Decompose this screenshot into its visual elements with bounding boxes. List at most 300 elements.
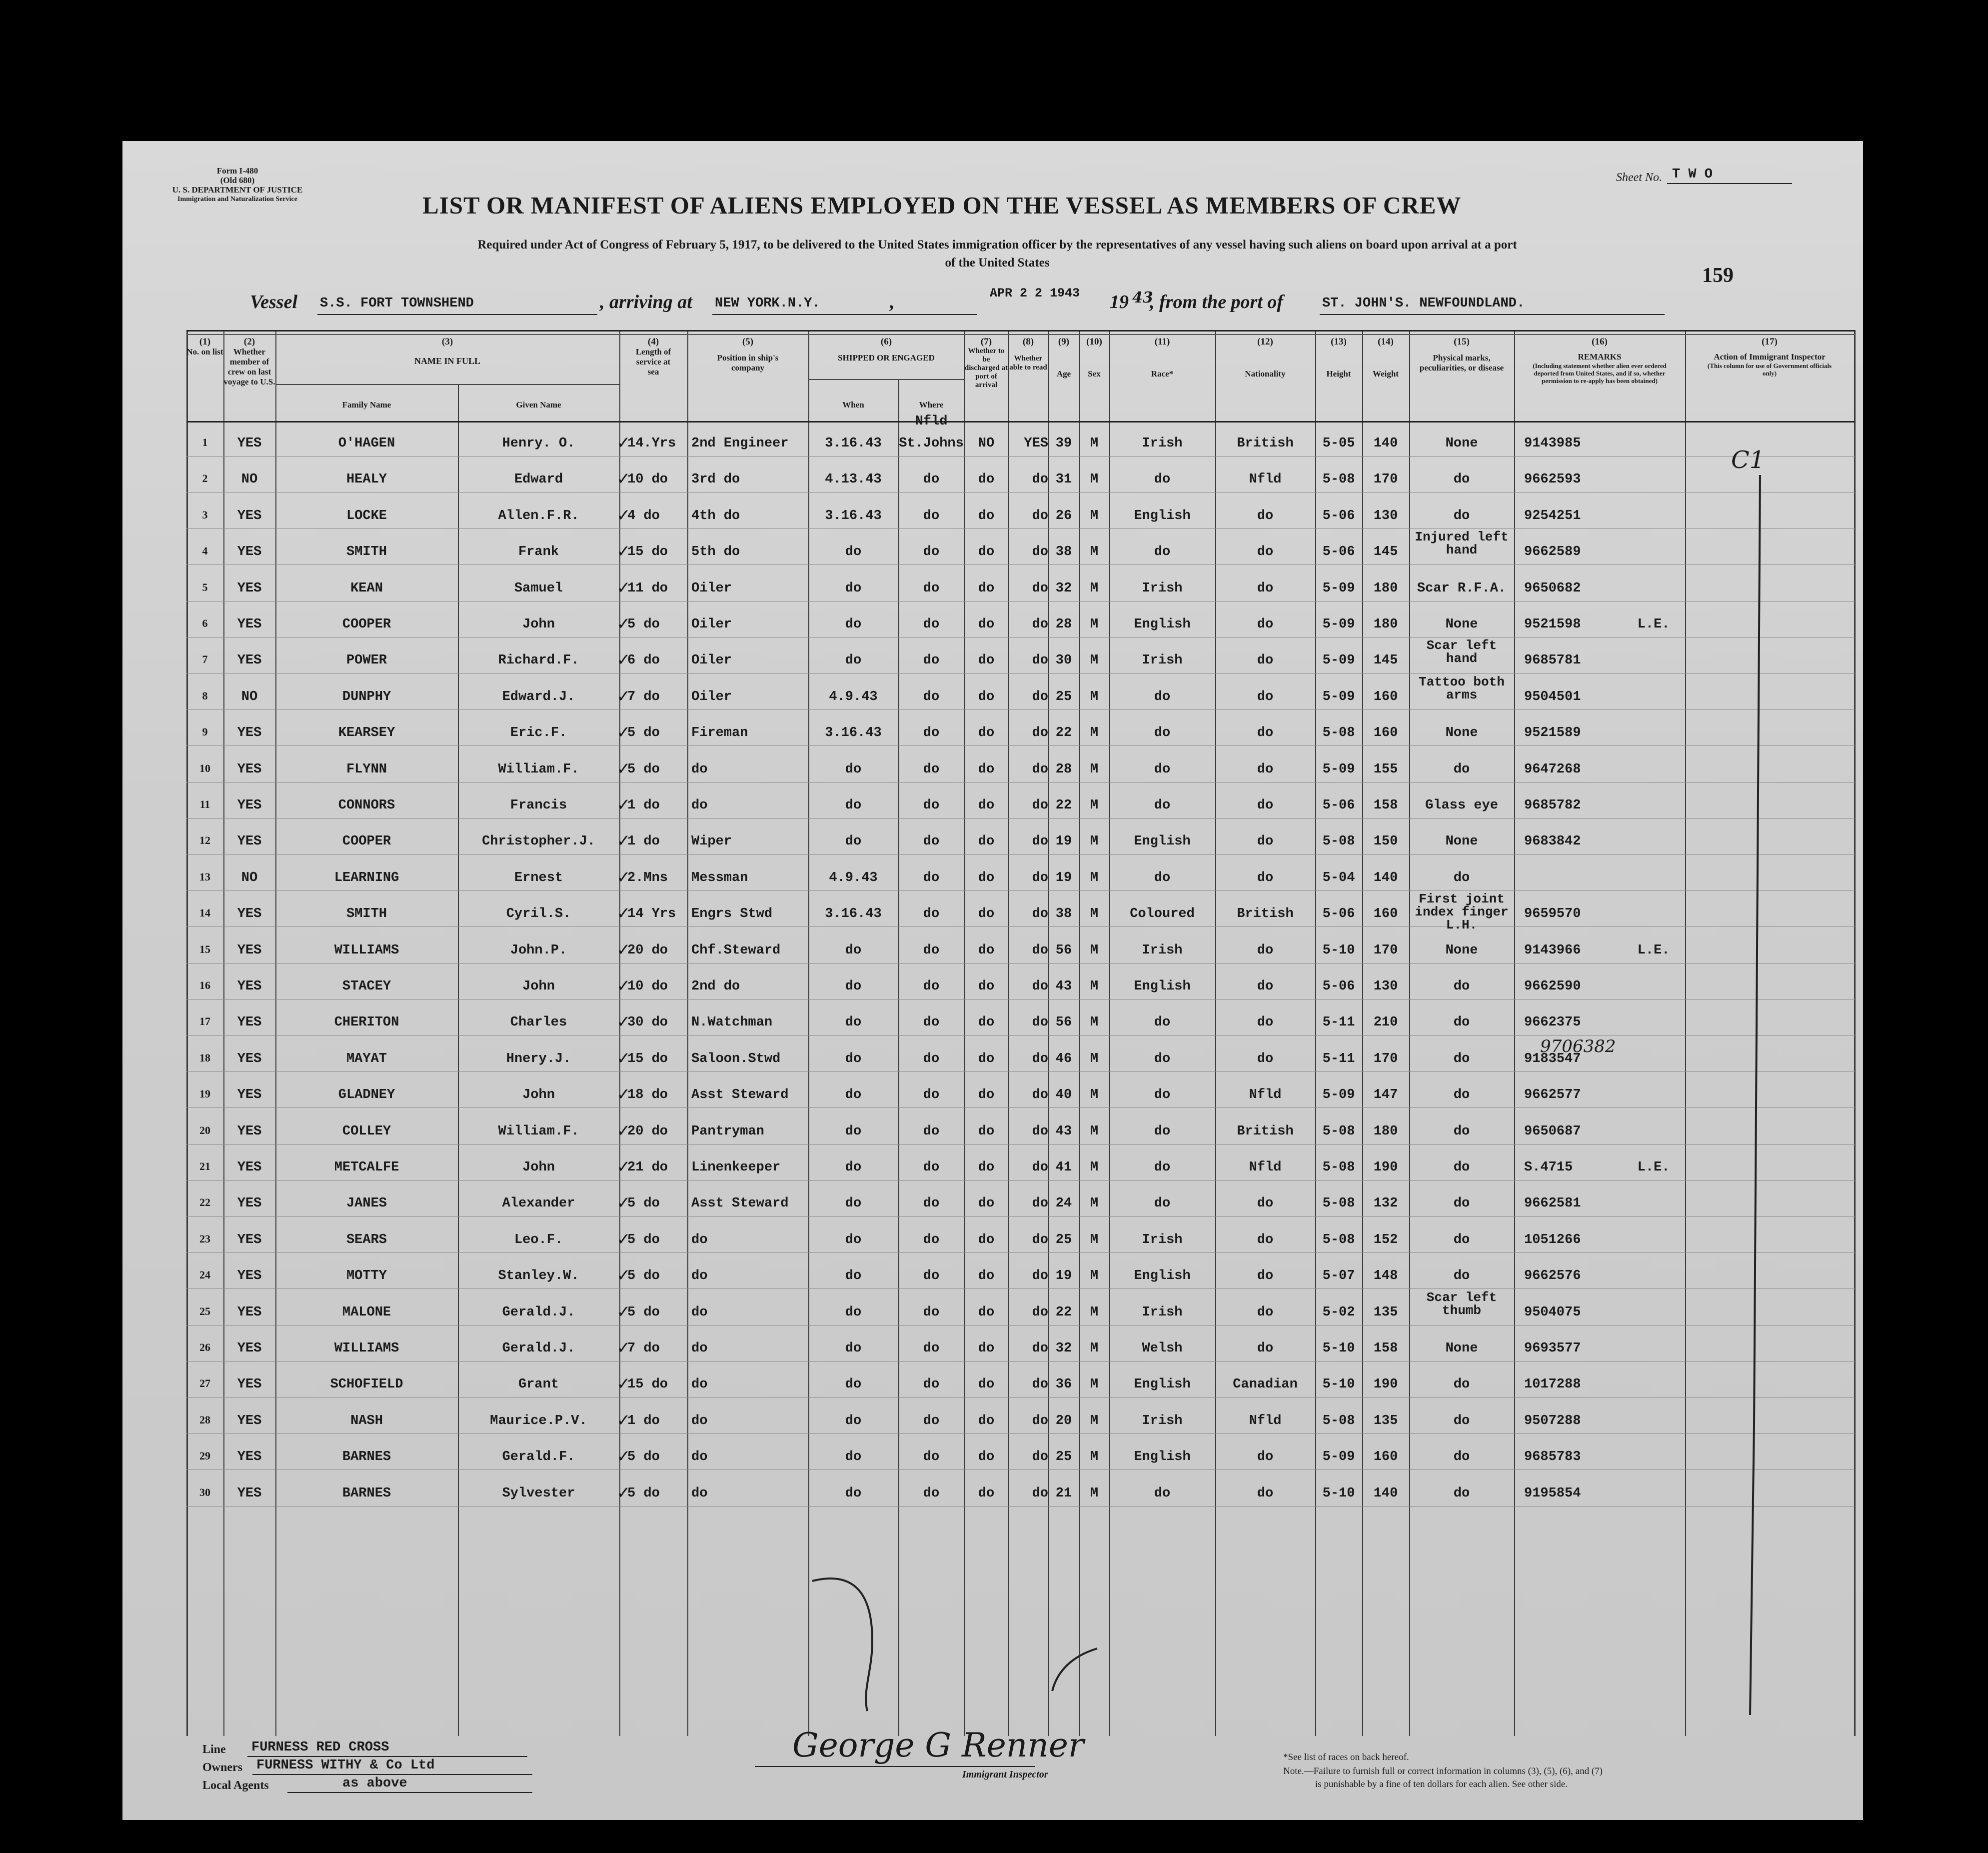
shipped-when: do [845, 653, 862, 668]
height: 5-09 [1322, 617, 1355, 632]
sheet-label: Sheet No. [1616, 171, 1662, 184]
age: 21 [1055, 1486, 1072, 1501]
row-number: 9 [202, 726, 208, 738]
discharged: do [978, 472, 995, 488]
last-voyage: YES [237, 1015, 262, 1030]
race: do [1154, 689, 1171, 704]
col-14-header: (14) Weight [1373, 336, 1399, 378]
height: 5-08 [1322, 1160, 1355, 1175]
age: 46 [1055, 1051, 1072, 1066]
able-to-read: do [1032, 1088, 1048, 1103]
length-of-service: 5 do [627, 1304, 660, 1320]
length-of-service: 14.Yrs [627, 436, 676, 451]
checkmark-icon: ✓ [616, 1012, 631, 1032]
signature-flourish [772, 1541, 1122, 1721]
row-rule [186, 637, 1855, 638]
age: 22 [1055, 798, 1072, 813]
action-pen-stroke [1736, 475, 1776, 1725]
col-15-header: (15) Physical marks, peculiarities, or disease [1419, 336, 1504, 372]
given-name: Ernest [514, 870, 563, 886]
given-name: John.P. [510, 942, 567, 958]
nationality: Nfld [1249, 1088, 1282, 1103]
nationality: do [1257, 544, 1274, 560]
discharged: do [978, 580, 995, 596]
family-name: METCALFE [334, 1160, 399, 1175]
checkmark-icon: ✓ [616, 1193, 631, 1214]
physical-marks: Scar left thumb [1426, 1290, 1497, 1318]
col-rule [687, 330, 688, 1736]
length-of-service: 6 do [627, 653, 660, 668]
given-name: Gerald.J. [502, 1341, 575, 1356]
position: Asst Steward [691, 1196, 789, 1212]
length-of-service: 5 do [627, 1450, 660, 1465]
shipped-where: do [923, 1124, 940, 1139]
sex: M [1090, 436, 1099, 451]
weight: 150 [1373, 834, 1398, 850]
length-of-service: 1 do [627, 1413, 660, 1428]
age: 32 [1055, 1341, 1072, 1356]
physical-marks: do [1453, 1088, 1470, 1103]
discharged: do [978, 544, 995, 560]
discharged: do [978, 1124, 995, 1139]
family-name: HEALY [346, 472, 387, 488]
given-name: Francis [510, 798, 567, 813]
remarks: 9650682 [1524, 580, 1581, 596]
position: do [691, 1232, 708, 1248]
nationality: do [1257, 1341, 1274, 1356]
discharged: do [978, 1160, 995, 1175]
shipped-when: 3.16.43 [825, 436, 882, 451]
race: English [1134, 834, 1191, 850]
height: 5-04 [1322, 870, 1355, 886]
physical-marks: Injured left hand [1415, 530, 1509, 558]
physical-marks: do [1453, 1196, 1470, 1212]
col-16-header: (16) REMARKS (Including statement whether alien ever ordered deported from United States, and if so, whether permission to re-apply has been obtained) [1533, 336, 1667, 384]
row-number: 27 [199, 1377, 210, 1390]
col-rule [964, 330, 965, 1736]
discharged: do [978, 1450, 995, 1465]
from-underline [1320, 314, 1665, 315]
length-of-service: 1 do [627, 834, 660, 850]
discharged: do [978, 1341, 995, 1356]
row-rule [186, 1361, 1855, 1362]
sex: M [1090, 1304, 1099, 1320]
height: 5-10 [1322, 1377, 1355, 1392]
sex: M [1090, 1341, 1099, 1356]
able-to-read: do [1032, 870, 1048, 886]
remarks: 1051266 [1524, 1232, 1581, 1248]
row-number: 7 [202, 653, 208, 666]
family-name: WILLIAMS [334, 1341, 399, 1356]
age: 19 [1055, 1268, 1072, 1284]
shipped-when: do [845, 979, 862, 994]
discharged: NO [978, 436, 995, 451]
shipped-split-rule [808, 379, 964, 380]
header-sub-rule [186, 334, 1855, 335]
able-to-read: do [1032, 726, 1048, 741]
able-to-read: do [1032, 1160, 1048, 1175]
nationality: do [1257, 726, 1274, 741]
nationality: do [1257, 834, 1274, 850]
age: 25 [1055, 689, 1072, 704]
note-line-2: is punishable by a fine of ten dollars for each alien. See other side. [1315, 1779, 1568, 1790]
family-name: SEARS [346, 1232, 387, 1248]
remarks: 9662375 [1524, 1015, 1581, 1030]
remarks: 9143966 [1524, 942, 1581, 958]
sheet-value: T W O [1672, 167, 1713, 182]
col-5-header: (5) Position in ship's company [717, 336, 779, 372]
shipped-where-country: Nfld [915, 414, 948, 429]
length-of-service: 11 do [627, 580, 668, 596]
checkmark-icon: ✓ [616, 1338, 631, 1358]
weight: 130 [1373, 508, 1398, 524]
age: 39 [1055, 436, 1072, 451]
nationality: do [1257, 798, 1274, 813]
remarks: 9650687 [1524, 1124, 1581, 1139]
row-number: 10 [199, 762, 210, 774]
remarks: 9662590 [1524, 979, 1581, 994]
able-to-read: do [1032, 472, 1048, 488]
signature-underline [755, 1766, 1035, 1767]
manifest-page [122, 141, 1863, 1820]
length-of-service: 5 do [627, 1232, 660, 1248]
weight: 140 [1373, 436, 1398, 451]
nationality: British [1237, 906, 1294, 922]
physical-marks: do [1453, 870, 1470, 886]
agents-label: Local Agents [202, 1779, 269, 1792]
age: 38 [1055, 544, 1072, 560]
physical-marks: Tattoo both arms [1419, 674, 1505, 702]
weight: 180 [1373, 580, 1398, 596]
col-rule [1514, 330, 1515, 1736]
nationality: do [1257, 1268, 1274, 1284]
sex: M [1090, 1124, 1099, 1139]
shipped-where: do [923, 508, 940, 524]
shipped-where: do [923, 689, 940, 704]
shipped-where: do [923, 906, 940, 922]
sex: M [1090, 617, 1099, 632]
position: 5th do [691, 544, 740, 560]
race: do [1154, 1015, 1171, 1030]
header-top-rule [186, 330, 1855, 332]
remarks: 1017288 [1524, 1377, 1581, 1392]
race: do [1154, 870, 1171, 886]
weight: 160 [1373, 689, 1398, 704]
subtitle-line-1: Required under Act of Congress of February 5, 1917, to be delivered to the United States immigration officer by the representatives of any vessel having such aliens on board upon arrival at a port [477, 238, 1517, 252]
nationality: do [1257, 508, 1274, 524]
family-name: DUNPHY [342, 689, 391, 704]
last-voyage: YES [237, 979, 262, 994]
length-of-service: 10 do [627, 979, 668, 994]
row-rule [186, 673, 1855, 674]
row-number: 14 [199, 906, 210, 920]
family-name: MOTTY [346, 1268, 387, 1284]
checkmark-icon: ✓ [616, 1084, 631, 1105]
physical-marks: Scar R.F.A. [1417, 580, 1507, 596]
given-name: Sylvester [502, 1486, 575, 1501]
family-name: BARNES [342, 1450, 391, 1465]
height: 5-08 [1322, 1413, 1355, 1428]
sex: M [1090, 1015, 1099, 1030]
row-number: 28 [199, 1413, 210, 1426]
length-of-service: 5 do [627, 1486, 660, 1501]
shipped-where: do [923, 580, 940, 596]
last-voyage: NO [241, 472, 258, 488]
row-number: 25 [199, 1304, 210, 1318]
discharged: do [978, 906, 995, 922]
given-name: John [522, 617, 555, 632]
weight: 170 [1373, 1051, 1398, 1066]
row-number: 23 [199, 1232, 210, 1245]
col-12-header: (12) Nationality [1245, 336, 1286, 378]
nationality: do [1257, 979, 1274, 994]
race: do [1154, 798, 1171, 813]
last-voyage: YES [237, 1413, 262, 1428]
row-rule [186, 1288, 1855, 1289]
age: 56 [1055, 1015, 1072, 1030]
position: 3rd do [691, 472, 740, 488]
position: Oiler [691, 653, 732, 668]
race: Irish [1142, 1413, 1183, 1428]
row-number: 29 [199, 1450, 210, 1462]
checkmark-icon: ✓ [616, 758, 631, 779]
able-to-read: do [1032, 979, 1048, 994]
able-to-read: do [1032, 1268, 1048, 1284]
year-suffix: 43 [1132, 289, 1153, 306]
race: English [1134, 1450, 1191, 1465]
family-name: LEARNING [334, 870, 399, 886]
col-7-header: (7) Whether to be discharged at port of arrival [964, 336, 1008, 389]
given-name: Cyril.S. [506, 906, 571, 922]
length-of-service: 14 Yrs [627, 906, 676, 922]
nationality: do [1257, 580, 1274, 596]
last-voyage: YES [237, 544, 262, 560]
family-name: O'HAGEN [338, 436, 395, 451]
sex: M [1090, 1051, 1099, 1066]
discharged: do [978, 726, 995, 741]
age: 28 [1055, 617, 1072, 632]
col-13-header: (13) Height [1326, 336, 1351, 378]
age: 22 [1055, 726, 1072, 741]
given-name: Richard.F. [498, 653, 579, 668]
col-rule [1854, 330, 1856, 1736]
able-to-read: do [1032, 1377, 1048, 1392]
name-split-rule [275, 384, 619, 385]
physical-marks: None [1445, 1341, 1478, 1356]
height: 5-09 [1322, 1088, 1355, 1103]
shipped-when: do [845, 1450, 862, 1465]
shipped-where: do [923, 870, 940, 886]
shipped-where: do [923, 1413, 940, 1428]
row-number: 22 [199, 1196, 210, 1209]
arriving-underline [712, 314, 977, 315]
sex: M [1090, 1413, 1099, 1428]
given-name: Eric.F. [510, 726, 567, 741]
physical-marks: do [1453, 762, 1470, 777]
age: 38 [1055, 906, 1072, 922]
row-number: 21 [199, 1160, 210, 1172]
row-rule [186, 528, 1855, 529]
physical-marks: do [1453, 1051, 1470, 1066]
physical-marks: do [1453, 508, 1470, 524]
shipped-when: do [845, 1268, 862, 1284]
age: 32 [1055, 580, 1072, 596]
race: English [1134, 617, 1191, 632]
row-number: 18 [199, 1051, 210, 1064]
discharged: do [978, 834, 995, 850]
nationality: Nfld [1249, 1413, 1282, 1428]
remarks: 9662576 [1524, 1268, 1581, 1284]
checkmark-icon: ✓ [616, 578, 631, 598]
age: 28 [1055, 762, 1072, 777]
checkmark-icon: ✓ [616, 469, 631, 490]
remarks: 9685781 [1524, 653, 1581, 668]
sex: M [1090, 653, 1099, 668]
weight: 158 [1373, 798, 1398, 813]
last-voyage: YES [237, 653, 262, 668]
nationality: British [1237, 1124, 1294, 1139]
nationality: Nfld [1249, 472, 1282, 488]
sex: M [1090, 1450, 1099, 1465]
position: do [691, 1413, 708, 1428]
position: do [691, 798, 708, 813]
weight: 145 [1373, 653, 1398, 668]
given-name: Stanley.W. [498, 1268, 579, 1284]
agents-value: as above [342, 1776, 407, 1791]
discharged: do [978, 1304, 995, 1320]
row-number: 5 [202, 580, 208, 594]
shipped-when: do [845, 544, 862, 560]
nationality: do [1257, 942, 1274, 958]
discharged: do [978, 1377, 995, 1392]
col-11-header: (11) Race* [1151, 336, 1174, 378]
nationality: do [1257, 870, 1274, 886]
position: Linenkeeper [691, 1160, 781, 1175]
last-voyage: YES [237, 1377, 262, 1392]
col-1-header: (1) No. on list [186, 336, 223, 356]
owners-underline [252, 1774, 532, 1775]
height: 5-08 [1322, 834, 1355, 850]
height: 5-08 [1322, 472, 1355, 488]
height: 5-06 [1322, 798, 1355, 813]
col-6-header: (6) SHIPPED OR ENGAGED [838, 336, 935, 362]
weight: 148 [1373, 1268, 1398, 1284]
able-to-read: do [1032, 942, 1048, 958]
arriving-label: , arriving at [600, 292, 692, 312]
checkmark-icon: ✓ [616, 433, 631, 453]
physical-marks: do [1453, 1377, 1470, 1392]
position: Saloon.Stwd [691, 1051, 781, 1066]
race: Irish [1142, 580, 1183, 596]
remarks: 9647268 [1524, 762, 1581, 777]
family-name: GLADNEY [338, 1088, 395, 1103]
given-name: Henry. O. [502, 436, 575, 451]
remarks: 9143985 [1524, 436, 1581, 451]
shipped-when: do [845, 1232, 862, 1248]
sex: M [1090, 834, 1099, 850]
length-of-service: 20 do [627, 942, 668, 958]
col-3-header: (3) NAME IN FULL [414, 336, 480, 366]
able-to-read: do [1032, 1304, 1048, 1320]
shipped-where: do [923, 617, 940, 632]
col-rule [1048, 330, 1049, 1736]
remarks: 9521589 [1524, 726, 1581, 741]
given-name: Maurice.P.V. [490, 1413, 587, 1428]
last-voyage: YES [237, 1051, 262, 1066]
height: 5-08 [1322, 1196, 1355, 1212]
age: 36 [1055, 1377, 1072, 1392]
handwritten-remark: 9706382 [1540, 1036, 1616, 1056]
nationality: British [1237, 436, 1294, 451]
checkmark-icon: ✓ [616, 614, 631, 634]
sex: M [1090, 508, 1099, 524]
able-to-read: YES [1024, 436, 1048, 451]
vessel-name: S.S. FORT TOWNSHEND [320, 296, 474, 311]
col-rule [619, 330, 620, 1736]
weight: 190 [1373, 1160, 1398, 1175]
last-voyage: YES [237, 834, 262, 850]
physical-marks: do [1453, 1232, 1470, 1248]
last-voyage: YES [237, 508, 262, 524]
position: Pantryman [691, 1124, 764, 1139]
shipped-when: 4.13.43 [825, 472, 882, 488]
race: Coloured [1130, 906, 1195, 922]
given-name: Gerald.J. [502, 1304, 575, 1320]
race: do [1154, 544, 1171, 560]
given-name: Grant [518, 1377, 559, 1392]
family-name: KEAN [350, 580, 383, 596]
col-rule [275, 330, 276, 1736]
position: Chf.Steward [691, 942, 781, 958]
able-to-read: do [1032, 1124, 1048, 1139]
row-rule [186, 564, 1855, 565]
shipped-where: do [923, 1268, 940, 1284]
discharged: do [978, 653, 995, 668]
sex: M [1090, 726, 1099, 741]
family-name: NASH [350, 1413, 383, 1428]
able-to-read: do [1032, 798, 1048, 813]
remarks: 9504501 [1524, 689, 1581, 704]
year-prefix: 19 [1110, 292, 1129, 312]
shipped-where: do [923, 1160, 940, 1175]
page-title: LIST OR MANIFEST OF ALIENS EMPLOYED ON THE VESSEL AS MEMBERS OF CREW [422, 192, 1462, 219]
remarks: 9504075 [1524, 1304, 1581, 1320]
checkmark-icon: ✓ [616, 976, 631, 996]
length-of-service: 4 do [627, 508, 660, 524]
length-of-service: 2.Mns [627, 870, 668, 886]
able-to-read: do [1032, 1015, 1048, 1030]
position: 2nd Engineer [691, 436, 789, 451]
physical-marks: do [1453, 1486, 1470, 1501]
checkmark-icon: ✓ [616, 505, 631, 526]
shipped-when: do [845, 1088, 862, 1103]
height: 5-08 [1322, 1124, 1355, 1139]
nationality: do [1257, 1196, 1274, 1212]
position: 4th do [691, 508, 740, 524]
position: Fireman [691, 726, 748, 741]
weight: 132 [1373, 1196, 1398, 1212]
length-of-service: 7 do [627, 1341, 660, 1356]
discharged: do [978, 1413, 995, 1428]
able-to-read: do [1032, 653, 1048, 668]
weight: 210 [1373, 1015, 1398, 1030]
shipped-where: do [923, 798, 940, 813]
row-rule [186, 1397, 1855, 1398]
remarks: 9662589 [1524, 544, 1581, 560]
sex: M [1090, 580, 1099, 596]
shipped-where: do [923, 1450, 940, 1465]
height: 5-09 [1322, 762, 1355, 777]
